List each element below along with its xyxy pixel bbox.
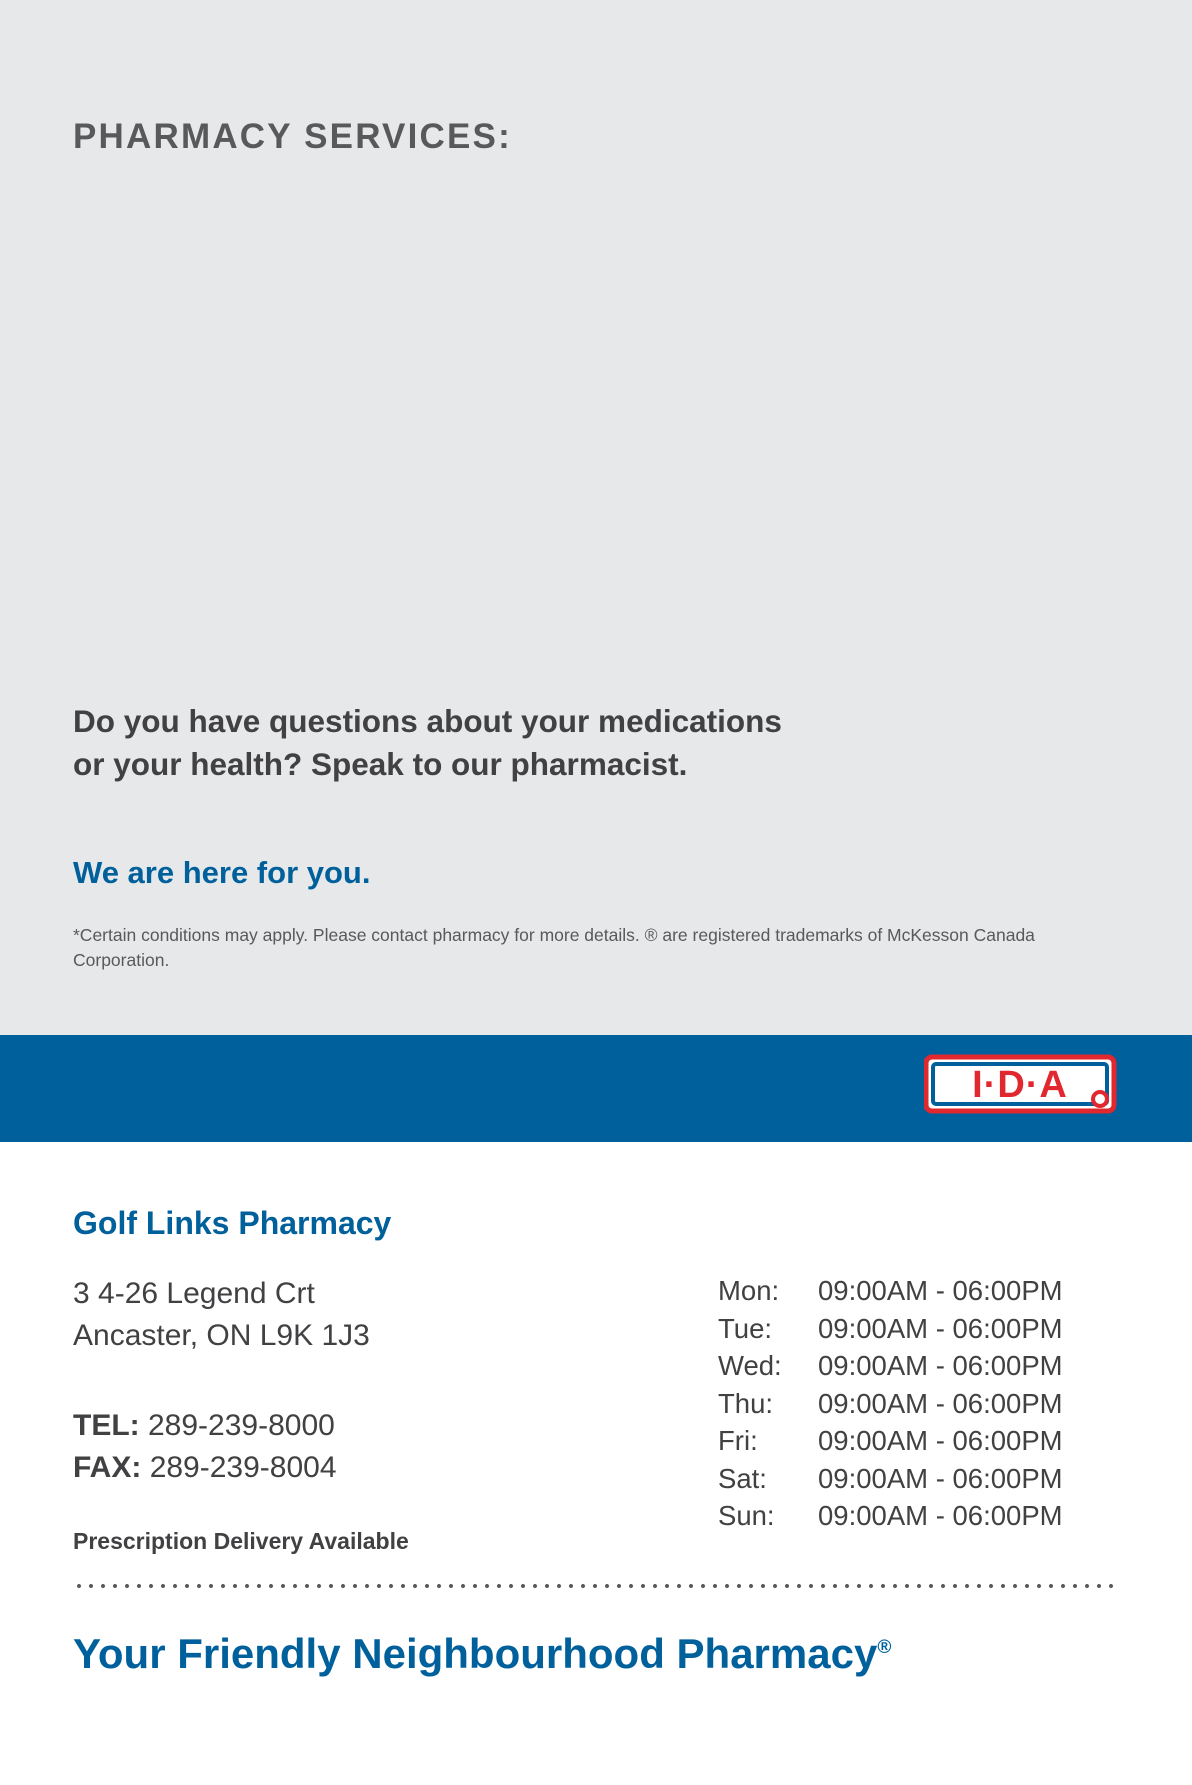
hours-time: 09:00AM - 06:00PM (818, 1462, 1063, 1494)
hours-time: 09:00AM - 06:00PM (818, 1387, 1063, 1419)
hours-day: Tue: (718, 1312, 773, 1344)
promo-question (73, 700, 1013, 785)
store-address (73, 1273, 370, 1357)
hours-day: Thu: (718, 1387, 774, 1419)
delivery-note: Prescription Delivery Available (73, 1528, 409, 1554)
promo-tagline: We are here for you. (73, 855, 371, 890)
hours-time: 09:00AM - 06:00PM (818, 1425, 1063, 1457)
hours-day: Mon: (718, 1275, 780, 1306)
telephone-label: TEL: (73, 1409, 140, 1442)
fax-label: FAX: (73, 1451, 142, 1484)
footer-tagline (73, 1630, 891, 1678)
hours-row (718, 1422, 1118, 1460)
hours-row (718, 1460, 1118, 1498)
promo-question-line1: Do you have questions about your medications (73, 703, 782, 739)
hours-time: 09:00AM - 06:00PM (818, 1500, 1063, 1532)
hours-day: Wed: (718, 1350, 782, 1382)
footer-tagline-text: Your Friendly Neighbourhood Pharmacy (73, 1630, 878, 1677)
dotted-divider (73, 1583, 1120, 1589)
hours-day: Fri: (718, 1425, 758, 1457)
fax-value: 289-239-8004 (149, 1451, 337, 1484)
promo-question-line2: or your health? Speak to our pharmacist. (73, 745, 688, 782)
pharmacy-services-heading: PHARMACY SERVICES: (73, 117, 512, 156)
store-contact (73, 1405, 337, 1489)
registered-mark: ® (877, 1637, 892, 1658)
hours-row (718, 1272, 1118, 1310)
svg-text:I·D·A: I·D·A (972, 1064, 1068, 1106)
hours-day: Sat: (718, 1462, 767, 1494)
hours-row (718, 1497, 1118, 1535)
address-line-2: Ancaster, ON L9K 1J3 (73, 1319, 370, 1352)
promo-disclaimer: *Certain conditions may apply. Please contact pharmacy for more details. ® are registered trademarks of McKesson Canada Corporation. (73, 925, 1035, 971)
hours-row (718, 1347, 1118, 1385)
hours-time: 09:00AM - 06:00PM (818, 1275, 1063, 1306)
ida-logo (924, 1049, 1124, 1123)
store-hours (718, 1272, 1118, 1535)
telephone-value[interactable]: 289-239-8000 (148, 1409, 335, 1442)
store-name: Golf Links Pharmacy (73, 1205, 392, 1241)
address-line-1: 3 4-26 Legend Crt (73, 1277, 315, 1310)
hours-time: 09:00AM - 06:00PM (818, 1350, 1063, 1382)
hours-time: 09:00AM - 06:00PM (818, 1312, 1063, 1344)
hours-row (718, 1385, 1118, 1423)
telephone-row (73, 1405, 337, 1447)
fax-row (73, 1447, 337, 1489)
hours-day: Sun: (718, 1500, 775, 1532)
hours-row (718, 1310, 1118, 1348)
